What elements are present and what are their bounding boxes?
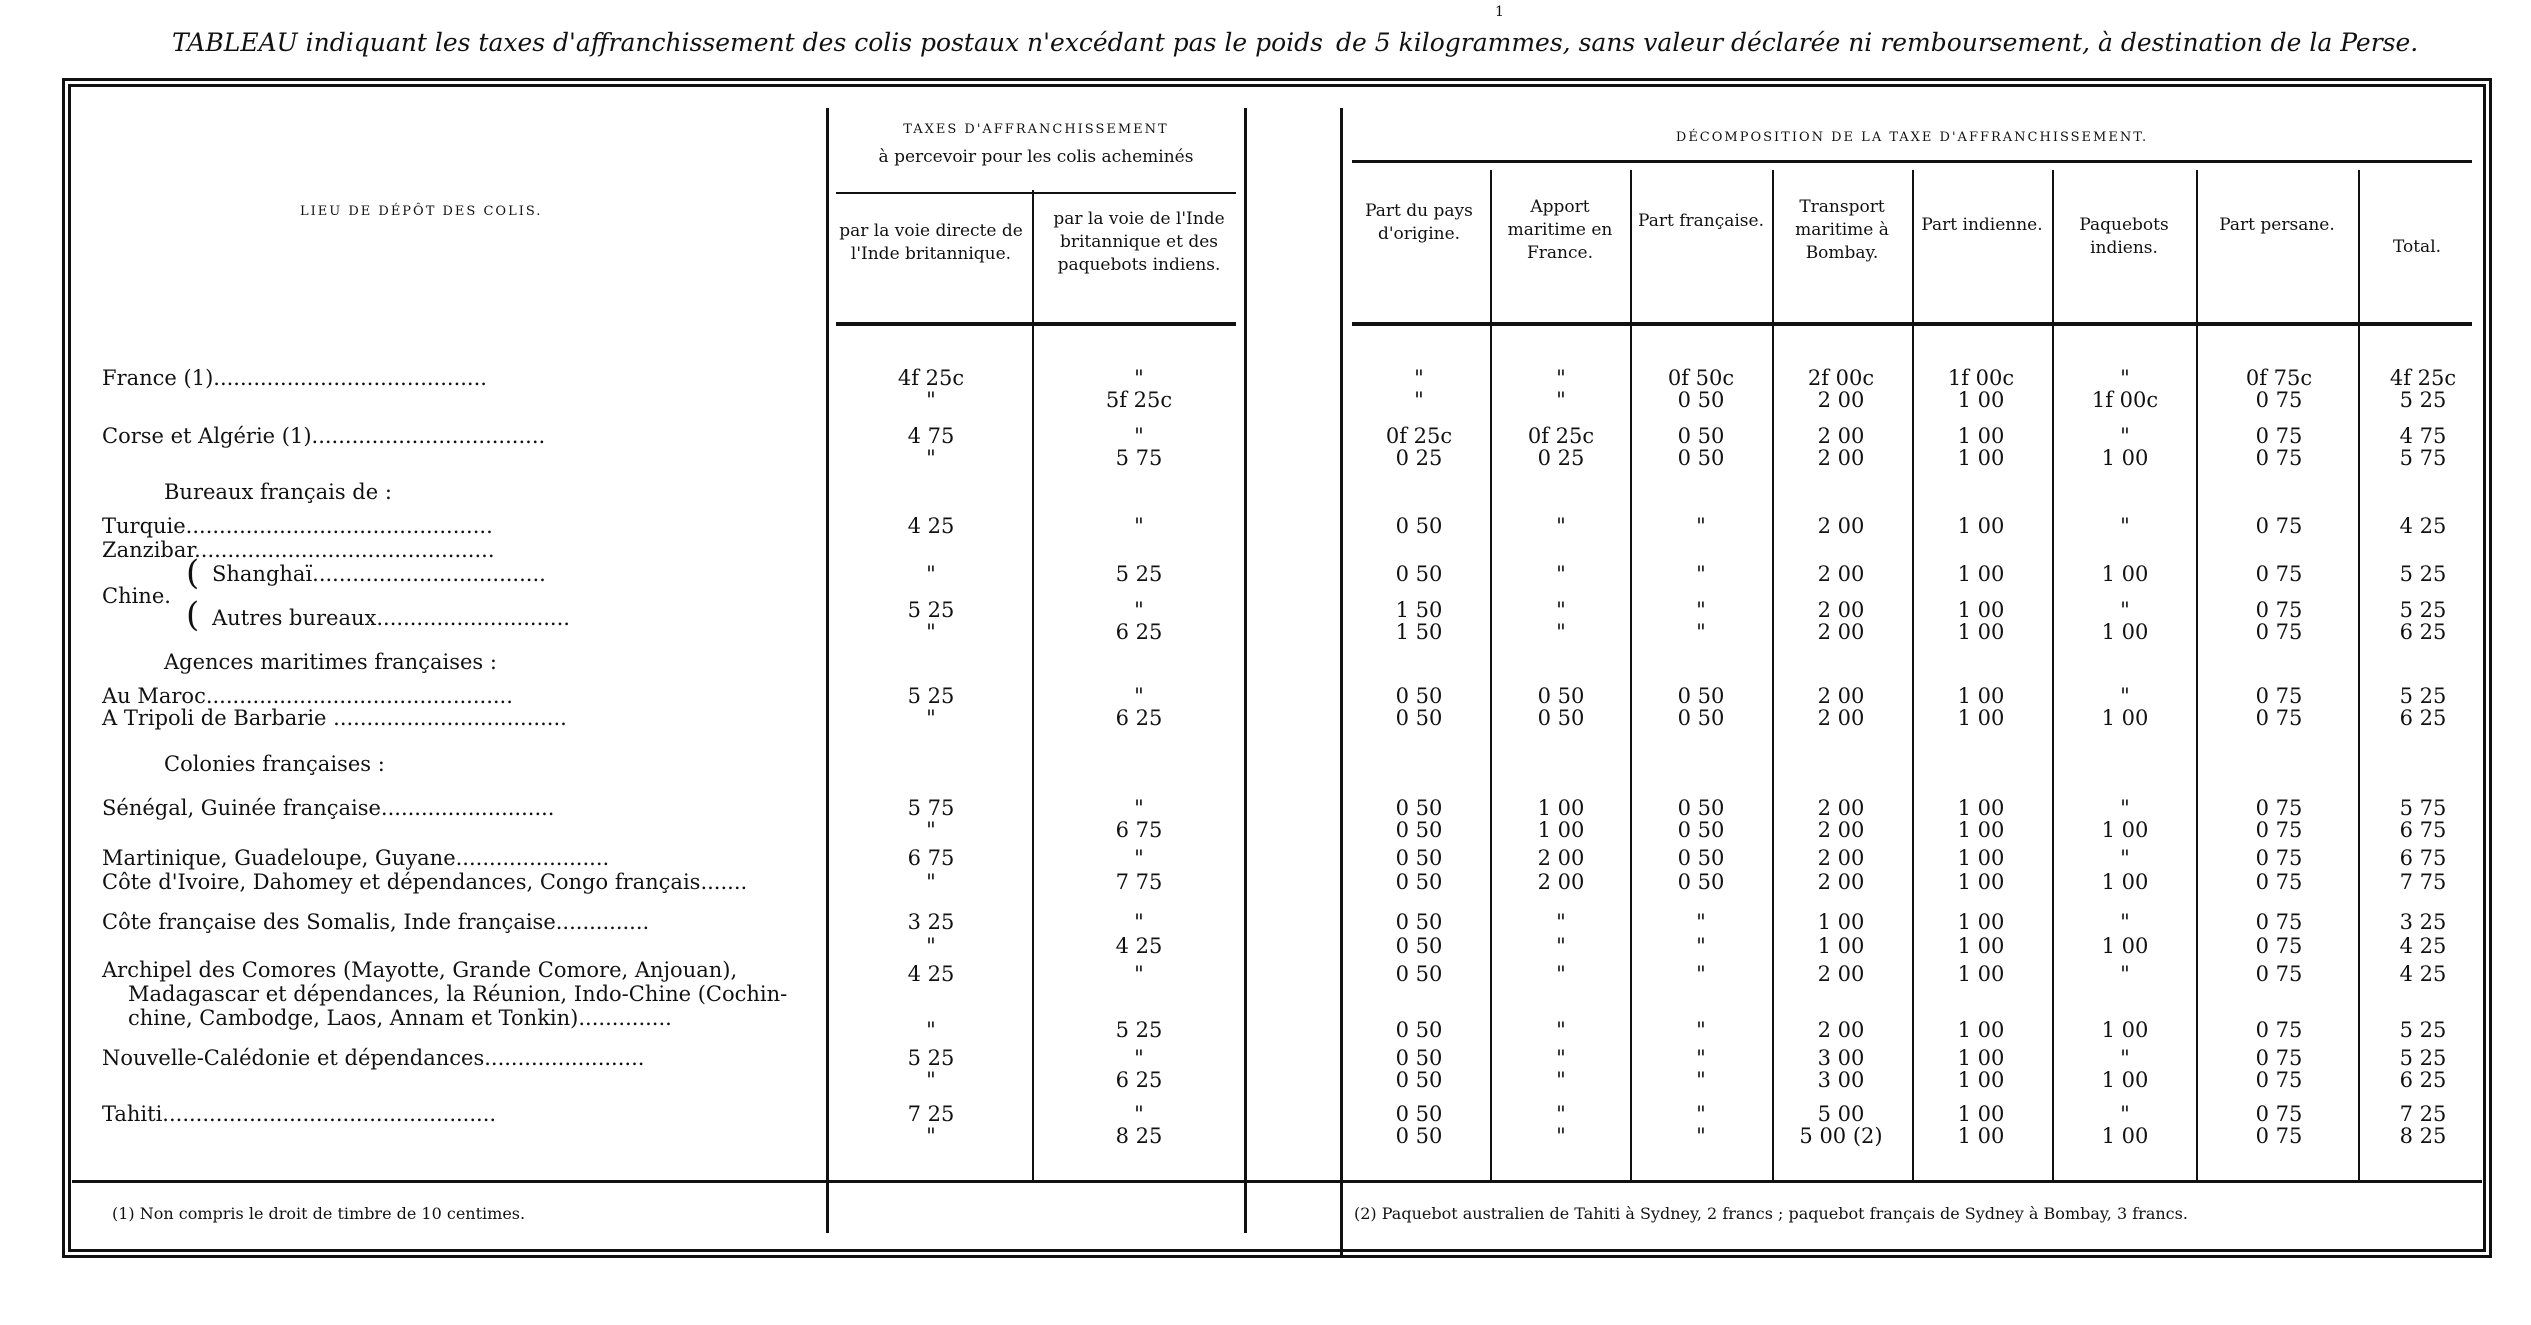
label-senegal: Sénégal, Guinée française..........................: [102, 796, 555, 820]
cell-tot: 5 25: [2399, 562, 2447, 586]
cell-apport: ": [1556, 962, 1566, 986]
cell-paq: 8 25: [1115, 1124, 1163, 1148]
cell-paq: ": [1134, 796, 1144, 820]
cell-orig: 0 50: [1395, 562, 1443, 586]
cell-paq: ": [1134, 910, 1144, 934]
cell-ind: 1 00: [1957, 818, 2005, 842]
cell-paqi: 1 00: [2101, 870, 2149, 894]
cell-orig: 0 25: [1395, 446, 1443, 470]
cell-paqi: 1 00: [2101, 1124, 2149, 1148]
cell-paq: ": [1134, 598, 1144, 622]
cell-ind: 1 00: [1957, 1124, 2005, 1148]
header-col-directe: par la voie directe de l'Inde britannique.: [839, 221, 1023, 264]
cell-orig: 0 50: [1395, 934, 1443, 958]
cell-paqi: 1 00: [2101, 706, 2149, 730]
cell-directe: ": [926, 818, 936, 842]
label-bureaux: Bureaux français de :: [164, 480, 392, 504]
cell-trans: 2 00: [1817, 562, 1865, 586]
cell-orig: 0 50: [1395, 684, 1443, 708]
label-colonies: Colonies françaises :: [164, 752, 385, 776]
cell-trans: 2 00: [1817, 796, 1865, 820]
cell-apport: ": [1556, 562, 1566, 586]
cell-fr: ": [1696, 514, 1706, 538]
cell-trans: 2 00: [1817, 620, 1865, 644]
cell-trans: 2 00: [1817, 388, 1865, 412]
cell-ind: 1 00: [1957, 962, 2005, 986]
cell-fr: 0f 50c: [1667, 366, 1735, 390]
cell-apport: 1 00: [1537, 796, 1585, 820]
cell-ind: 1 00: [1957, 1068, 2005, 1092]
rule-header-bottom-right: [1352, 322, 2472, 326]
cell-ind: 1 00: [1957, 706, 2005, 730]
cell-paq: 6 25: [1115, 1068, 1163, 1092]
cell-orig: ": [1414, 366, 1424, 390]
cell-fr: ": [1696, 620, 1706, 644]
label-martinique: Martinique, Guadeloupe, Guyane.......................: [102, 846, 610, 870]
header-col-paquebots: par la voie de l'Inde britannique et des paquebots indiens.: [1053, 209, 1225, 275]
cell-paq: ": [1134, 684, 1144, 708]
cell-paqi: ": [2120, 910, 2130, 934]
cell-paq: ": [1134, 366, 1144, 390]
cell-directe: 4 25: [907, 514, 955, 538]
cell-trans: 1 00: [1817, 910, 1865, 934]
cell-fr: ": [1696, 598, 1706, 622]
cell-apport: 1 00: [1537, 818, 1585, 842]
cell-paq: ": [1134, 1102, 1144, 1126]
cell-trans: 2 00: [1817, 446, 1865, 470]
cell-pers: 0 75: [2255, 562, 2303, 586]
cell-tot: 5 25: [2399, 684, 2447, 708]
cell-fr: ": [1696, 1068, 1706, 1092]
cell-apport: ": [1556, 1068, 1566, 1092]
cell-directe: 4f 25c: [897, 366, 965, 390]
title-right: de 5 kilogrammes, sans valeur déclarée ni remboursement, à destination de la Perse.: [1336, 28, 2419, 57]
cell-orig: 0 50: [1395, 1018, 1443, 1042]
cell-tot: 5 25: [2399, 1018, 2447, 1042]
cell-orig: 0 50: [1395, 846, 1443, 870]
label-agences: Agences maritimes françaises :: [164, 650, 497, 674]
label-tahiti: Tahiti..................................................: [102, 1102, 497, 1126]
cell-paq: ": [1134, 1046, 1144, 1070]
cell-tot: 4 25: [2399, 962, 2447, 986]
cell-orig: 0 50: [1395, 514, 1443, 538]
cell-apport: 0 25: [1537, 446, 1585, 470]
cell-pers: 0 75: [2255, 846, 2303, 870]
label-caledonie: Nouvelle-Calédonie et dépendances........................: [102, 1046, 645, 1070]
cell-apport: ": [1556, 1046, 1566, 1070]
cell-paqi: ": [2120, 846, 2130, 870]
cell-orig: 1 50: [1395, 598, 1443, 622]
cell-pers: 0 75: [2255, 620, 2303, 644]
cell-tot: 5 75: [2399, 446, 2447, 470]
cell-directe: 5 25: [907, 684, 955, 708]
cell-paqi: 1f 00c: [2091, 388, 2159, 412]
cell-tot: 4f 25c: [2389, 366, 2457, 390]
rule-decomp-sub: [1352, 160, 2472, 163]
cell-tot: 5 25: [2399, 388, 2447, 412]
label-shanghai: Shanghaï...................................: [212, 562, 546, 586]
cell-ind: 1 00: [1957, 1046, 2005, 1070]
cell-orig: 0 50: [1395, 796, 1443, 820]
cell-fr: ": [1696, 1102, 1706, 1126]
cell-pers: 0 75: [2255, 1102, 2303, 1126]
cell-ind: 1 00: [1957, 934, 2005, 958]
cell-paq: 5 25: [1115, 562, 1163, 586]
cell-directe: 5 25: [907, 1046, 955, 1070]
cell-trans: 2 00: [1817, 598, 1865, 622]
cell-trans: 5 00 (2): [1799, 1124, 1883, 1148]
cell-fr: 0 50: [1677, 818, 1725, 842]
cell-tot: 6 25: [2399, 1068, 2447, 1092]
cell-apport: ": [1556, 934, 1566, 958]
cell-orig: 0f 25c: [1385, 424, 1453, 448]
cell-trans: 1 00: [1817, 934, 1865, 958]
cell-tot: 7 25: [2399, 1102, 2447, 1126]
cell-pers: 0 75: [2255, 1124, 2303, 1148]
cell-directe: 4 25: [907, 962, 955, 986]
cell-directe: 3 25: [907, 910, 955, 934]
cell-pers: 0 75: [2255, 424, 2303, 448]
cell-orig: 0 50: [1395, 818, 1443, 842]
cell-pers: 0 75: [2255, 514, 2303, 538]
label-tripoli: A Tripoli de Barbarie ...................................: [102, 706, 567, 730]
cell-ind: 1 00: [1957, 598, 2005, 622]
rule-footer-top: [72, 1180, 2482, 1183]
cell-paqi: 1 00: [2101, 620, 2149, 644]
brace-chine-top: (: [186, 553, 200, 593]
cell-tot: 6 75: [2399, 846, 2447, 870]
cell-paqi: ": [2120, 598, 2130, 622]
cell-paqi: 1 00: [2101, 1068, 2149, 1092]
cell-pers: 0 75: [2255, 818, 2303, 842]
cell-ind: 1 00: [1957, 620, 2005, 644]
cell-paqi: ": [2120, 514, 2130, 538]
cell-pers: 0 75: [2255, 388, 2303, 412]
cell-ind: 1 00: [1957, 514, 2005, 538]
cell-paq: 5 75: [1115, 446, 1163, 470]
label-somalis: Côte française des Somalis, Inde française..............: [102, 910, 650, 934]
cell-pers: 0 75: [2255, 796, 2303, 820]
cell-directe: 6 75: [907, 846, 955, 870]
header-col-total: Total.: [2392, 237, 2442, 257]
cell-ind: 1 00: [1957, 562, 2005, 586]
label-comores-3: chine, Cambodge, Laos, Annam et Tonkin)..............: [128, 1006, 672, 1030]
cell-directe: ": [926, 1018, 936, 1042]
cell-ind: 1 00: [1957, 446, 2005, 470]
cell-orig: 0 50: [1395, 1046, 1443, 1070]
cell-tot: 6 25: [2399, 620, 2447, 644]
cell-trans: 2 00: [1817, 846, 1865, 870]
cell-fr: ": [1696, 562, 1706, 586]
cell-pers: 0 75: [2255, 446, 2303, 470]
cell-trans: 3 00: [1817, 1046, 1865, 1070]
header-col-indienne: Part indienne.: [1921, 215, 2043, 235]
cell-paq: ": [1134, 962, 1144, 986]
cell-paqi: 1 00: [2101, 934, 2149, 958]
cell-trans: 2 00: [1817, 962, 1865, 986]
cell-directe: ": [926, 934, 936, 958]
cell-paq: 5f 25c: [1105, 388, 1173, 412]
cell-apport: 0 50: [1537, 684, 1585, 708]
cell-tot: 4 25: [2399, 934, 2447, 958]
cell-pers: 0 75: [2255, 910, 2303, 934]
cell-orig: 0 50: [1395, 1102, 1443, 1126]
cell-paqi: 1 00: [2101, 818, 2149, 842]
cell-tot: 6 25: [2399, 706, 2447, 730]
label-zanzibar: Zanzibar.............................................: [102, 538, 495, 562]
cell-directe: 5 75: [907, 796, 955, 820]
cell-fr: 0 50: [1677, 446, 1725, 470]
cell-ind: 1 00: [1957, 846, 2005, 870]
cell-pers: 0 75: [2255, 870, 2303, 894]
cell-paqi: 1 00: [2101, 1018, 2149, 1042]
cell-tot: 4 75: [2399, 424, 2447, 448]
cell-paqi: ": [2120, 1046, 2130, 1070]
cell-orig: 0 50: [1395, 962, 1443, 986]
cell-pers: 0 75: [2255, 1068, 2303, 1092]
cell-fr: ": [1696, 1124, 1706, 1148]
cell-tot: 5 75: [2399, 796, 2447, 820]
cell-trans: 2 00: [1817, 870, 1865, 894]
cell-fr: ": [1696, 1018, 1706, 1042]
cell-paq: ": [1134, 846, 1144, 870]
cell-directe: ": [926, 1068, 936, 1092]
cell-pers: 0 75: [2255, 1018, 2303, 1042]
cell-pers: 0 75: [2255, 1046, 2303, 1070]
cell-fr: 0 50: [1677, 684, 1725, 708]
cell-paq: 6 25: [1115, 706, 1163, 730]
cell-tot: 3 25: [2399, 910, 2447, 934]
rule-taxes-sub: [836, 192, 1236, 194]
page-marker: 1: [1495, 4, 1504, 20]
cell-directe: ": [926, 1124, 936, 1148]
cell-tot: 4 25: [2399, 514, 2447, 538]
cell-fr: 0 50: [1677, 796, 1725, 820]
cell-directe: 7 25: [907, 1102, 955, 1126]
cell-trans: 2 00: [1817, 818, 1865, 842]
cell-paq: 7 75: [1115, 870, 1163, 894]
cell-ind: 1f 00c: [1947, 366, 2015, 390]
cell-paq: 6 75: [1115, 818, 1163, 842]
cell-apport: ": [1556, 1124, 1566, 1148]
footnote-right: (2) Paquebot australien de Tahiti à Sydney, 2 francs ; paquebot français de Sydney à Bombay, 3 francs.: [1354, 1204, 2188, 1223]
cell-apport: ": [1556, 620, 1566, 644]
label-corse: Corse et Algérie (1)...................................: [102, 424, 546, 448]
rule-before-decomp: [1340, 108, 1343, 1258]
header-col-apport: Apport maritime en France.: [1507, 197, 1613, 263]
rule-after-taxes: [1244, 108, 1247, 1233]
cell-pers: 0 75: [2255, 934, 2303, 958]
rule-header-bottom-left: [836, 322, 1236, 326]
cell-fr: ": [1696, 1046, 1706, 1070]
cell-paq: ": [1134, 514, 1144, 538]
label-turquie: Turquie..............................................: [102, 514, 493, 538]
cell-ind: 1 00: [1957, 1018, 2005, 1042]
cell-orig: 1 50: [1395, 620, 1443, 644]
cell-apport: ": [1556, 598, 1566, 622]
header-taxes-group: TAXES D'AFFRANCHISSEMENT: [903, 122, 1169, 137]
rule-taxes-mid: [1032, 190, 1034, 1180]
cell-directe: ": [926, 562, 936, 586]
cell-apport: ": [1556, 1018, 1566, 1042]
label-maroc: Au Maroc..............................................: [102, 684, 513, 708]
cell-ind: 1 00: [1957, 910, 2005, 934]
header-col-transport: Transport maritime à Bombay.: [1795, 197, 1889, 263]
footnote-left: (1) Non compris le droit de timbre de 10 centimes.: [112, 1204, 526, 1223]
cell-orig: 0 50: [1395, 870, 1443, 894]
header-taxes-sub: à percevoir pour les colis acheminés: [878, 147, 1194, 167]
cell-tot: 8 25: [2399, 1124, 2447, 1148]
cell-fr: 0 50: [1677, 846, 1725, 870]
cell-directe: ": [926, 446, 936, 470]
cell-apport: ": [1556, 388, 1566, 412]
cell-paq: 5 25: [1115, 1018, 1163, 1042]
cell-apport: ": [1556, 1102, 1566, 1126]
cell-trans: 2 00: [1817, 706, 1865, 730]
cell-paqi: ": [2120, 962, 2130, 986]
cell-fr: ": [1696, 910, 1706, 934]
label-autres: Autres bureaux.............................: [212, 606, 570, 630]
cell-paq: 4 25: [1115, 934, 1163, 958]
rule-after-lieu: [826, 108, 829, 1233]
cell-trans: 2f 00c: [1807, 366, 1875, 390]
cell-tot: 5 25: [2399, 598, 2447, 622]
cell-orig: 0 50: [1395, 1068, 1443, 1092]
cell-pers: 0f 75c: [2245, 366, 2313, 390]
cell-trans: 2 00: [1817, 514, 1865, 538]
cell-tot: 6 75: [2399, 818, 2447, 842]
cell-fr: 0 50: [1677, 706, 1725, 730]
cell-ind: 1 00: [1957, 796, 2005, 820]
cell-ind: 1 00: [1957, 684, 2005, 708]
cell-pers: 0 75: [2255, 598, 2303, 622]
header-decomp-group: DÉCOMPOSITION DE LA TAXE D'AFFRANCHISSEMENT.: [1675, 130, 2149, 145]
cell-directe: 5 25: [907, 598, 955, 622]
header-col-francaise: Part française.: [1638, 211, 1764, 231]
cell-fr: 0 50: [1677, 424, 1725, 448]
title-left: TABLEAU indiquant les taxes d'affranchissement des colis postaux n'excédant pas le poids: [172, 28, 1323, 57]
label-chine: Chine.: [102, 584, 171, 608]
cell-pers: 0 75: [2255, 684, 2303, 708]
cell-apport: ": [1556, 366, 1566, 390]
cell-fr: 0 50: [1677, 870, 1725, 894]
label-cote-ivoire: Côte d'Ivoire, Dahomey et dépendances, Congo français.......: [102, 870, 748, 894]
cell-orig: 0 50: [1395, 1124, 1443, 1148]
cell-paqi: ": [2120, 1102, 2130, 1126]
cell-paqi: ": [2120, 424, 2130, 448]
cell-directe: ": [926, 388, 936, 412]
cell-directe: 4 75: [907, 424, 955, 448]
cell-paqi: ": [2120, 796, 2130, 820]
cell-pers: 0 75: [2255, 706, 2303, 730]
label-comores-1: Archipel des Comores (Mayotte, Grande Comore, Anjouan),: [102, 958, 738, 982]
cell-paqi: 1 00: [2101, 446, 2149, 470]
header-col-persane: Part persane.: [2219, 215, 2335, 235]
cell-ind: 1 00: [1957, 424, 2005, 448]
cell-trans: 3 00: [1817, 1068, 1865, 1092]
cell-apport: ": [1556, 910, 1566, 934]
cell-directe: ": [926, 706, 936, 730]
cell-ind: 1 00: [1957, 1102, 2005, 1126]
label-france: France (1).........................................: [102, 366, 487, 390]
cell-trans: 5 00: [1817, 1102, 1865, 1126]
cell-ind: 1 00: [1957, 388, 2005, 412]
header-col-origine: Part du pays d'origine.: [1365, 201, 1473, 244]
cell-orig: 0 50: [1395, 706, 1443, 730]
cell-fr: ": [1696, 934, 1706, 958]
cell-paqi: ": [2120, 684, 2130, 708]
cell-tot: 5 25: [2399, 1046, 2447, 1070]
cell-apport: 0 50: [1537, 706, 1585, 730]
cell-trans: 2 00: [1817, 1018, 1865, 1042]
cell-orig: 0 50: [1395, 910, 1443, 934]
cell-trans: 2 00: [1817, 424, 1865, 448]
cell-fr: ": [1696, 962, 1706, 986]
header-col-paq-indiens: Paquebots indiens.: [2079, 215, 2169, 258]
cell-directe: ": [926, 870, 936, 894]
cell-tot: 7 75: [2399, 870, 2447, 894]
cell-paq: 6 25: [1115, 620, 1163, 644]
cell-pers: 0 75: [2255, 962, 2303, 986]
label-comores-2: Madagascar et dépendances, la Réunion, Indo-Chine (Cochin-: [128, 982, 788, 1006]
cell-trans: 2 00: [1817, 684, 1865, 708]
cell-orig: ": [1414, 388, 1424, 412]
header-lieu: LIEU DE DÉPÔT DES COLIS.: [300, 204, 543, 219]
cell-directe: ": [926, 620, 936, 644]
cell-fr: 0 50: [1677, 388, 1725, 412]
cell-apport: 2 00: [1537, 846, 1585, 870]
brace-chine-bottom: (: [186, 595, 200, 635]
cell-apport: 0f 25c: [1527, 424, 1595, 448]
cell-apport: ": [1556, 514, 1566, 538]
cell-paq: ": [1134, 424, 1144, 448]
cell-paqi: 1 00: [2101, 562, 2149, 586]
cell-paqi: ": [2120, 366, 2130, 390]
cell-apport: 2 00: [1537, 870, 1585, 894]
cell-ind: 1 00: [1957, 870, 2005, 894]
